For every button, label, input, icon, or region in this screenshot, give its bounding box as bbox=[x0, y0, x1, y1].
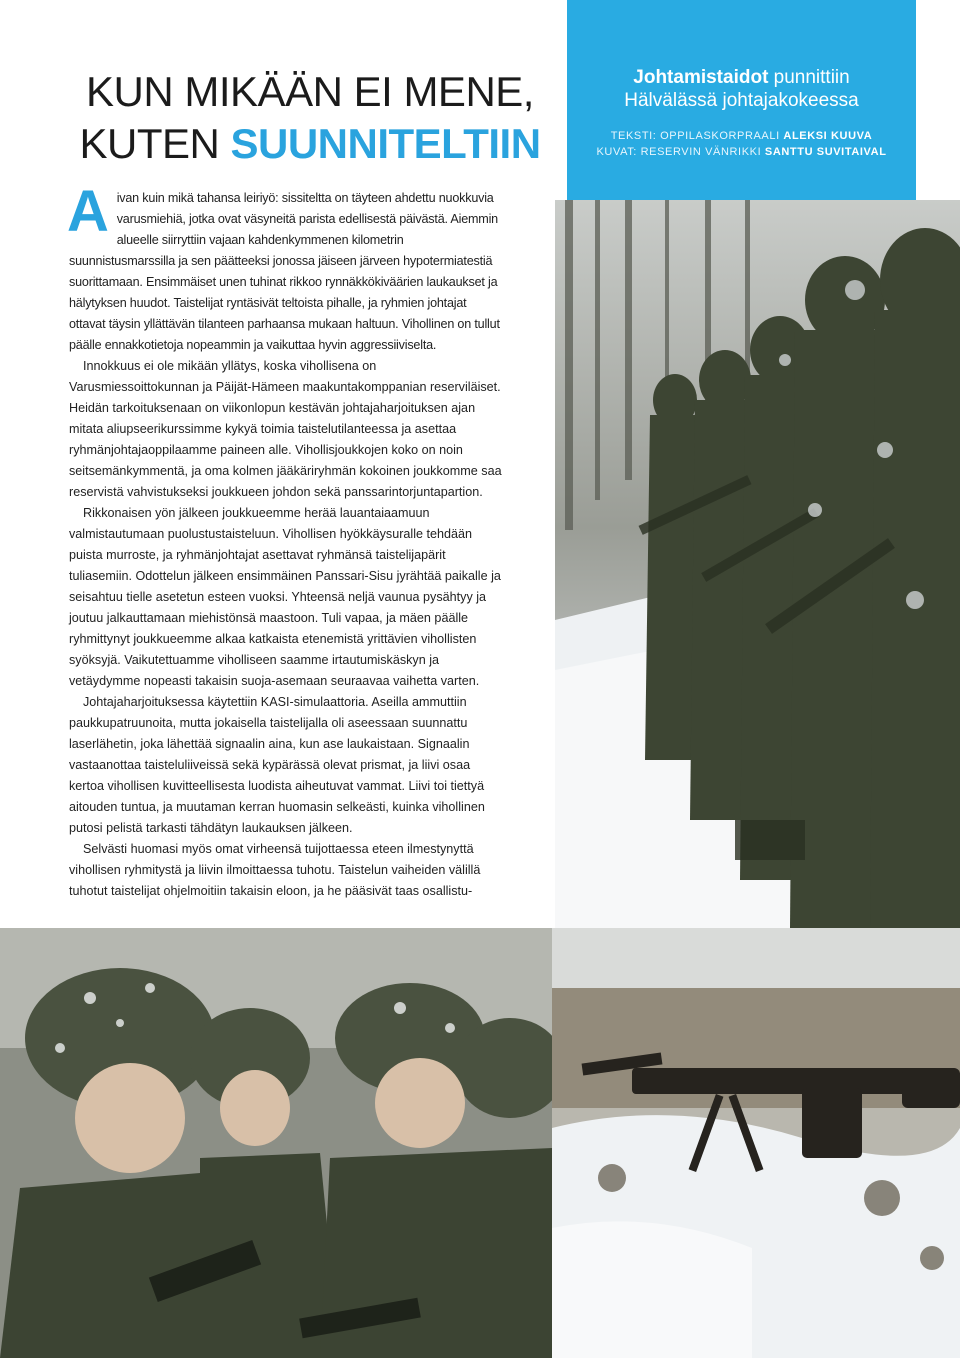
byline-photo-label: KUVAT: RESERVIN VÄNRIKKI bbox=[596, 146, 765, 158]
headline-highlight: SUUNNITELTIIN bbox=[230, 120, 541, 167]
photo-soldiers-closeup bbox=[0, 928, 552, 1358]
drop-cap: A bbox=[67, 179, 109, 244]
byline-author: ALEKSI KUUVA bbox=[783, 130, 873, 142]
kicker-line-2: Hälvälässä johtajakokeessa bbox=[624, 90, 859, 111]
article-paragraph-3: Rikkonaisen yön jälkeen joukkueemme herää lauantaiaamuun valmistautumaan puolustustaisteluun. Vihollisen hyökkäysuralle tehdään puista murroste, ja ryhmänjohtajat asettavat ryhmänsä taistelijapärit tuliasemiin. Odottelun jälkeen ensimmäinen Panssari-Sisu jyrähtää paikalle ja seisahtuu tielle asetetun esteen vuoksi. Yhteensä neljä vaunua pysähtyy ja joutuu jalkauttamaan miehistönsä maastoon. Tuli vapaa, ja mäen päälle ryhmittynyt joukkueemme alkaa katkaista etenemistä yrittävien vihollisten syöksyjä. Vaikutettuamme viholliseen saamme irtautumiskäskyn ja vetäydymme nopeasti takaisin suoja-asemaan seuraavaa vaihetta varten. bbox=[69, 506, 501, 688]
article-paragraph-4: Johtajaharjoituksessa käytettiin KASI-simulaattoria. Aseilla ammuttiin paukkupatruunoita, mutta jokaisella taistelijalla oli aseessaan suunnattu laserlähetin, joka lähettää signaalin aina, kun ase laukaistaan. Signaalin vastaanottaa taisteluliiveissä sekä kypärässä olevat prismat, ja liivi osaa kertoa vihollisen kuvitteellisesta luodista aiheutuvat vammat. Liivi toi tiettyä aitouden tuntua, ja muutaman kerran huomasin selkeästi, kuinka vihollinen putosi pelistä tarkasti tähdätyn laukauksen jälkeen. bbox=[69, 695, 485, 835]
photo-machine-gun bbox=[552, 928, 960, 1358]
article-lead-text: ivan kuin mikä tahansa leiriyö: sissiteltta on täyteen ahdettu nuokkuvia varusmiehiä, jotka ovat väsyneitä paristа edellisestä päivästä. Aiemmin alueelle siirryttiin vajaan kahdenkymmenen kilometrin suunnistusmarssilla ja sen päätteeksi jonossa jäiseen järveen hypotermiatestiä suorittamaan. Ensimmäiset unen tuhinat rikkoo rynnäkkökiväärien laukaukset ja hälytyksen huudot. Taistelijat ryntäsivät teltoista pihalle, ja ryhmien johtajat ottavat täysin yllättävän tilanteen parhaansa mukaan haltuun. Vihollinen on tullut päälle ennakkotietoja nopeammin ja vaikuttaa hyvin aggressiiviselta. bbox=[69, 191, 500, 352]
byline-photographer: SANTTU SUVITAIVAL bbox=[764, 146, 887, 158]
photo-soldiers-line bbox=[555, 200, 960, 928]
kicker-bold: Johtamistaidot bbox=[633, 67, 769, 88]
kicker-rest: punnittiin bbox=[768, 67, 850, 88]
article-body bbox=[67, 179, 503, 902]
article-paragraph-2: Innokkuus ei ole mikään yllätys, koska vihollisena on Varusmiessoittokunnan ja Päijät-Hämeen maakuntakomppanian reserviläiset. Heidän tarkoituksenaan on viikonlopun kestävän johtajaharjoituksen ajan mitata aliupseerikurssimme kykyä toimia taistelutilanteessa ja asettaa ryhmänjohtajaoppilaamme paineen alle. Vihollisjoukkojen koko on noin seitsemänkymmentä, ja oma kolmen jääkäriryhmän kokoinen joukkomme saa reservistä vahvistukseksi joukkueen johdon sekä panssarintorjuntapartion. bbox=[69, 359, 502, 499]
kicker bbox=[567, 66, 916, 112]
byline-text-label: TEKSTI: OPPILASKORPRAALI bbox=[610, 130, 784, 142]
intro-box bbox=[567, 0, 916, 200]
headline-line-2 bbox=[70, 118, 550, 170]
headline-line-2-prefix: KUTEN bbox=[79, 120, 231, 167]
headline-line-1: KUN MIKÄÄN EI MENE, bbox=[86, 68, 534, 115]
page-headline bbox=[70, 66, 550, 170]
byline bbox=[567, 128, 916, 160]
article-paragraph-5: Selvästi huomasi myös omat virheensä tuijottaessa eteen ilmestynyttä vihollisen ryhmitystä ja liivin ilmoittaessa tuhotu. Taistelun vaiheiden välillä tuhotut taistelijat ohjelmoitiin takaisin eloon, ja he pääsivät taas osallistu- bbox=[69, 842, 481, 898]
article-lead-paragraph bbox=[67, 179, 503, 356]
